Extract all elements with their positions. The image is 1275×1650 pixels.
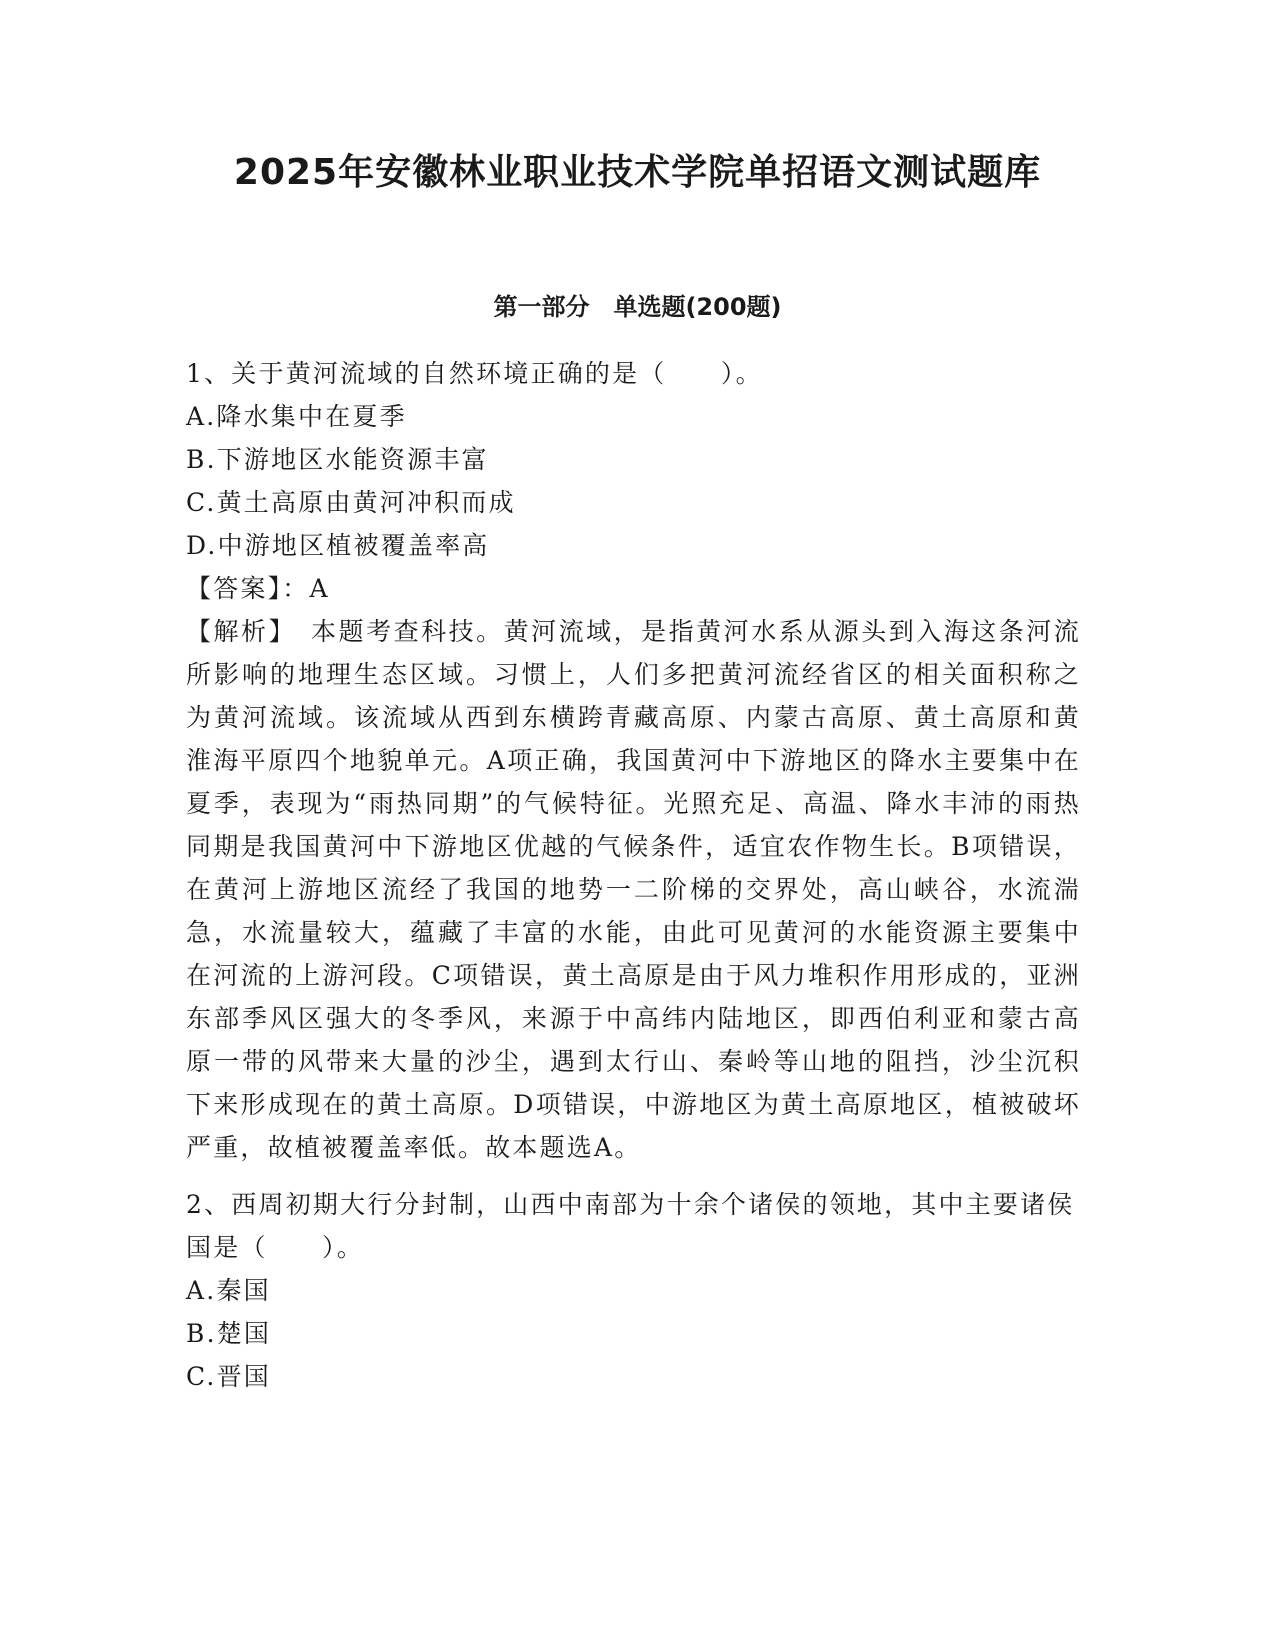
question-1-explanation: 【解析】 本题考查科技。黄河流域，是指黄河水系从源头到入海这条河流所影响的地理生态区域。习惯上，人们多把黄河流经省区的相关面积称之为黄河流域。该流域从西到东横跨青藏高原、内蒙古高原、黄土高原和黄淮海平原四个地貌单元。A项正确，我国黄河中下游地区的降水主要集中在夏季，表现为“雨热同期”的气候特征。光照充足、高温、降水丰沛的雨热同期是我国黄河中下游地区优越的气候条件，适宜农作物生长。B项错误，在黄河上游地区流经了我国的地势一二阶梯的交界处，高山峡谷，水流湍急，水流量较大，蕴藏了丰富的水能，由此可见黄河的水能资源主要集中在河流的上游河段。C项错误，黄土高原是由于风力堆积作用形成的，亚洲东部季风区强大的冬季风，来源于中高纬内陆地区，即西伯利亚和蒙古高原一带的风带来大量的沙尘，遇到太行山、秦岭等山地的阻挡，沙尘沉积下来形成现在的黄土高原。D项错误，中游地区为黄土高原地区，植被破坏严重，故植被覆盖率低。故本题选A。 <box>186 617 1081 1162</box>
question-1 <box>186 352 1081 1169</box>
question-2-stem: 2、西周初期大行分封制，山西中南部为十余个诸侯的领地，其中主要诸侯国是（ ）。 <box>186 1190 1075 1262</box>
question-2 <box>186 1183 1081 1398</box>
question-1-stem: 1、关于黄河流域的自然环境正确的是（ ）。 <box>186 359 763 388</box>
question-1-option-b: B.下游地区水能资源丰富 <box>186 445 489 474</box>
question-1-answer: 【答案】：A <box>186 574 330 603</box>
question-list <box>186 352 1081 1398</box>
document-title: 2025年安徽林业职业技术学院单招语文测试题库 <box>233 152 1042 193</box>
question-1-option-c: C.黄土高原由黄河冲积而成 <box>186 488 516 517</box>
question-2-option-b: B.楚国 <box>186 1319 272 1348</box>
question-2-option-a: A.秦国 <box>186 1276 271 1305</box>
question-2-option-c: C.晋国 <box>186 1362 271 1391</box>
section-heading: 第一部分 单选题(200题) <box>493 293 782 321</box>
question-1-option-a: A.降水集中在夏季 <box>186 402 407 431</box>
question-1-option-d: D.中游地区植被覆盖率高 <box>186 531 490 560</box>
